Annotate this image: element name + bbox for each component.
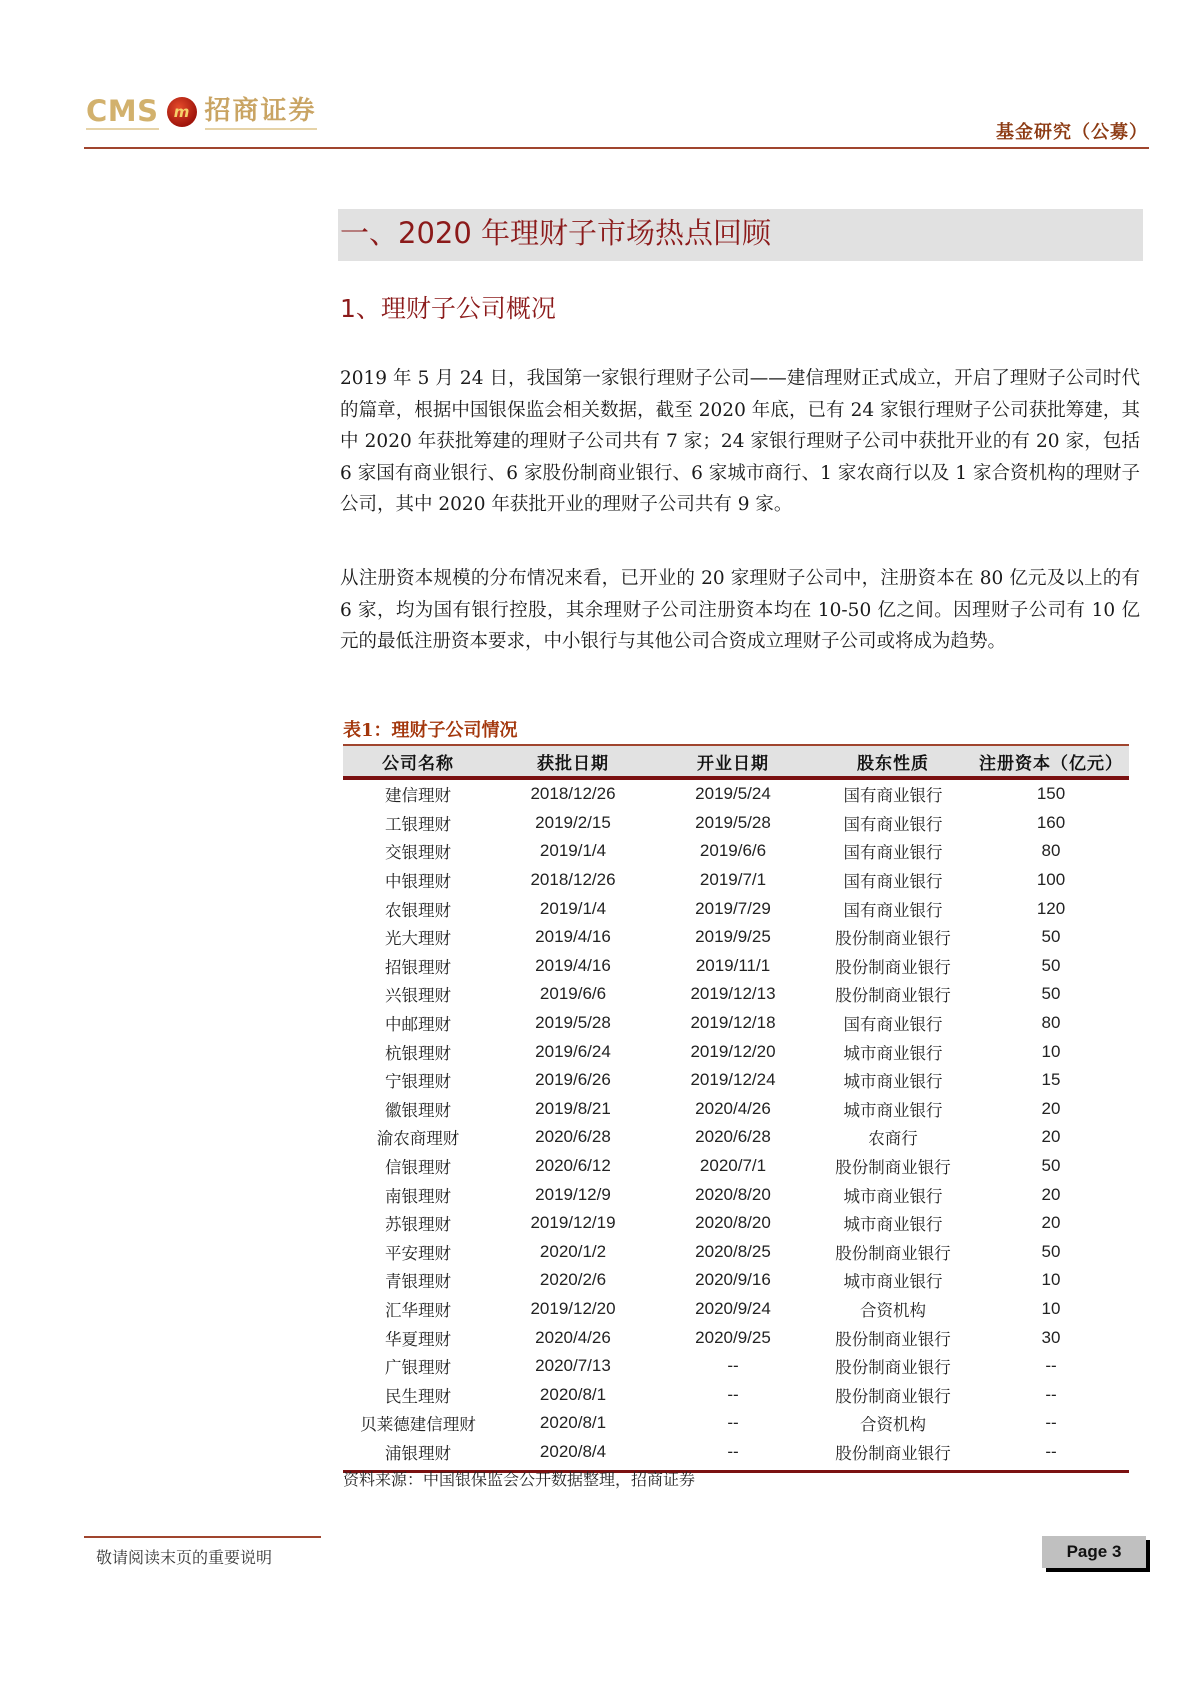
cell-shareholder-type: 国有商业银行	[843, 900, 943, 920]
cell-opening-date: 2019/12/18	[690, 1013, 776, 1033]
cell-approval-date: 2019/1/4	[539, 841, 607, 861]
table-caption: 表1：理财子公司情况	[343, 720, 518, 741]
table-row	[343, 1295, 1129, 1324]
cell-registered-capital: 120	[1036, 898, 1066, 918]
cell-shareholder-type: 合资机构	[860, 1415, 926, 1435]
table-row	[343, 1095, 1129, 1124]
cell-shareholder-type: 股份制商业银行	[835, 1243, 951, 1263]
table-source-note: 资料来源：中国银保监会公开数据整理，招商证券	[343, 1470, 696, 1489]
table-row	[343, 866, 1129, 895]
cell-shareholder-type: 股份制商业银行	[835, 929, 951, 949]
table-row	[343, 952, 1129, 981]
cell-registered-capital: 80	[1041, 841, 1061, 861]
cell-registered-capital: 50	[1041, 984, 1061, 1004]
cell-opening-date: --	[727, 1384, 739, 1404]
cell-opening-date: --	[727, 1356, 739, 1376]
column-header-registered-capital: 注册资本（亿元）	[979, 753, 1123, 774]
table-row	[343, 780, 1129, 809]
cell-company: 青银理财	[385, 1272, 451, 1292]
cell-shareholder-type: 股份制商业银行	[835, 1329, 951, 1349]
cell-shareholder-type: 城市商业银行	[843, 1100, 943, 1120]
cell-shareholder-type: 国有商业银行	[843, 872, 943, 892]
cell-approval-date: 2020/2/6	[539, 1270, 607, 1290]
cell-registered-capital: 10	[1041, 1041, 1061, 1061]
table-row	[343, 1238, 1129, 1267]
cell-approval-date: 2020/6/28	[535, 1127, 611, 1147]
table-header-row	[343, 746, 1129, 776]
cell-approval-date: 2020/6/12	[535, 1156, 611, 1176]
cell-opening-date: 2020/4/26	[695, 1098, 771, 1118]
cell-opening-date: 2019/6/6	[699, 841, 767, 861]
cell-approval-date: 2019/6/6	[539, 984, 607, 1004]
cell-company: 招银理财	[385, 957, 451, 977]
cell-approval-date: 2019/6/24	[535, 1041, 611, 1061]
cell-approval-date: 2019/8/21	[535, 1098, 611, 1118]
cell-company: 平安理财	[385, 1243, 451, 1263]
cell-company: 工银理财	[385, 814, 451, 834]
cell-approval-date: 2020/8/1	[539, 1384, 607, 1404]
cell-shareholder-type: 农商行	[868, 1129, 918, 1149]
cell-company: 交银理财	[385, 843, 451, 863]
cell-approval-date: 2019/5/28	[535, 1013, 611, 1033]
footer-divider	[84, 1536, 321, 1538]
cell-approval-date: 2018/12/26	[530, 784, 616, 804]
logo-chinese-text: 招商证券	[205, 94, 317, 130]
report-category: 基金研究（公募）	[996, 122, 1148, 143]
cell-registered-capital: 10	[1041, 1270, 1061, 1290]
logo-cms-text: CMS	[86, 94, 159, 128]
cell-company: 南银理财	[385, 1186, 451, 1206]
header-divider	[84, 147, 1149, 149]
table-row	[343, 1180, 1129, 1209]
cell-approval-date: 2020/8/4	[539, 1441, 607, 1461]
cell-opening-date: 2020/8/25	[695, 1241, 771, 1261]
cell-registered-capital: 80	[1041, 1013, 1061, 1033]
cell-shareholder-type: 城市商业银行	[843, 1043, 943, 1063]
cell-shareholder-type: 城市商业银行	[843, 1215, 943, 1235]
table-row	[343, 923, 1129, 952]
cell-registered-capital: --	[1045, 1384, 1057, 1404]
column-header-company: 公司名称	[382, 753, 454, 774]
table-row	[343, 1009, 1129, 1038]
cell-opening-date: 2020/9/16	[695, 1270, 771, 1290]
cell-shareholder-type: 国有商业银行	[843, 786, 943, 806]
cell-registered-capital: --	[1045, 1356, 1057, 1376]
cell-approval-date: 2018/12/26	[530, 870, 616, 890]
cell-shareholder-type: 股份制商业银行	[835, 957, 951, 977]
cell-registered-capital: 150	[1036, 784, 1066, 804]
cell-opening-date: --	[727, 1441, 739, 1461]
cell-company: 中邮理财	[385, 1015, 451, 1035]
cell-company: 贝莱德建信理财	[360, 1415, 476, 1435]
table-row	[343, 1209, 1129, 1238]
cell-opening-date: 2019/11/1	[695, 955, 771, 975]
table-row	[343, 1037, 1129, 1066]
cell-shareholder-type: 股份制商业银行	[835, 1158, 951, 1178]
cell-registered-capital: 20	[1041, 1213, 1061, 1233]
cell-opening-date: 2019/12/13	[690, 984, 776, 1004]
column-header-opening-date: 开业日期	[697, 753, 769, 774]
cell-approval-date: 2019/1/4	[539, 898, 607, 918]
table-row	[343, 1352, 1129, 1381]
cell-opening-date: 2020/8/20	[695, 1213, 771, 1233]
cell-registered-capital: 50	[1041, 927, 1061, 947]
cell-company: 杭银理财	[385, 1043, 451, 1063]
cell-approval-date: 2020/8/1	[539, 1413, 607, 1433]
column-header-shareholder-type: 股东性质	[857, 753, 929, 774]
cell-company: 兴银理财	[385, 986, 451, 1006]
logo-badge-icon: m	[167, 97, 197, 127]
cell-registered-capital: 15	[1041, 1070, 1061, 1090]
cell-approval-date: 2020/7/13	[535, 1356, 611, 1376]
cell-opening-date: 2019/7/1	[699, 870, 767, 890]
cell-registered-capital: 10	[1041, 1298, 1061, 1318]
cell-company: 徽银理财	[385, 1100, 451, 1120]
cell-approval-date: 2019/6/26	[535, 1070, 611, 1090]
table-row	[343, 980, 1129, 1009]
cell-approval-date: 2019/12/19	[530, 1213, 616, 1233]
table-row	[343, 1066, 1129, 1095]
cell-approval-date: 2019/12/9	[535, 1184, 611, 1204]
cell-registered-capital: 20	[1041, 1098, 1061, 1118]
cell-registered-capital: 100	[1036, 870, 1066, 890]
cell-shareholder-type: 股份制商业银行	[835, 1443, 951, 1463]
cell-registered-capital: 30	[1041, 1327, 1061, 1347]
cell-registered-capital: 20	[1041, 1184, 1061, 1204]
cell-opening-date: 2020/8/20	[695, 1184, 771, 1204]
cell-company: 苏银理财	[385, 1215, 451, 1235]
cell-shareholder-type: 合资机构	[860, 1300, 926, 1320]
cell-shareholder-type: 股份制商业银行	[835, 986, 951, 1006]
cell-registered-capital: 50	[1041, 1241, 1061, 1261]
cell-registered-capital: 50	[1041, 955, 1061, 975]
table-row	[343, 1266, 1129, 1295]
cell-opening-date: 2019/12/20	[690, 1041, 776, 1061]
cell-company: 民生理财	[385, 1386, 451, 1406]
subsection-title: 1、理财子公司概况	[340, 294, 556, 323]
cell-company: 农银理财	[385, 900, 451, 920]
cell-opening-date: 2020/9/24	[695, 1298, 771, 1318]
cell-opening-date: 2020/6/28	[695, 1127, 771, 1147]
cell-shareholder-type: 股份制商业银行	[835, 1358, 951, 1378]
cell-company: 宁银理财	[385, 1072, 451, 1092]
cell-approval-date: 2020/1/2	[539, 1241, 607, 1261]
page-number-badge: Page 3	[1042, 1536, 1146, 1568]
footer-disclaimer-note: 敬请阅读末页的重要说明	[96, 1548, 273, 1567]
company-logo	[86, 92, 317, 132]
cell-shareholder-type: 城市商业银行	[843, 1186, 943, 1206]
column-header-approval-date: 获批日期	[537, 753, 609, 774]
cell-company: 浦银理财	[385, 1443, 451, 1463]
cell-registered-capital: 160	[1036, 812, 1066, 832]
table-row	[343, 1409, 1129, 1438]
cell-approval-date: 2019/4/16	[535, 927, 611, 947]
cell-shareholder-type: 城市商业银行	[843, 1072, 943, 1092]
table-row	[343, 837, 1129, 866]
cell-opening-date: 2020/9/25	[695, 1327, 771, 1347]
body-paragraph-1: 2019 年 5 月 24 日，我国第一家银行理财子公司——建信理财正式成立，开启了理财子公司时代的篇章，根据中国银保监会相关数据，截至 2020 年底，已有 24 家银行理财子公司获批筹建，其中 2020 年获批筹建的理财子公司共有 7 家；24 家银行理财子公司中获批开业的有 20 家，包括 6 家国有商业银行、6 家股份制商业银行、6 家城市商行、1 家农商行以及 1 家合资机构的理财子公司，其中 2020 年获批开业的理财子公司共有 9 家。	[340, 368, 1140, 516]
cell-opening-date: 2019/7/29	[695, 898, 771, 918]
table-row	[343, 1438, 1129, 1467]
cell-opening-date: 2020/7/1	[699, 1156, 767, 1176]
section-title: 一、2020 年理财子市场热点回顾	[340, 216, 772, 250]
cell-company: 建信理财	[385, 786, 451, 806]
cell-approval-date: 2019/2/15	[535, 812, 611, 832]
cell-approval-date: 2020/4/26	[535, 1327, 611, 1347]
cell-opening-date: --	[727, 1413, 739, 1433]
cell-shareholder-type: 国有商业银行	[843, 814, 943, 834]
cell-registered-capital: --	[1045, 1441, 1057, 1461]
cell-company: 信银理财	[385, 1158, 451, 1178]
cell-company: 汇华理财	[385, 1300, 451, 1320]
body-paragraph-2: 从注册资本规模的分布情况来看，已开业的 20 家理财子公司中，注册资本在 80 亿元及以上的有 6 家，均为国有银行控股，其余理财子公司注册资本均在 10-50 亿之间。因理财子公司有 10 亿元的最低注册资本要求，中小银行与其他公司合资成立理财子公司或将成为趋势。	[340, 568, 1140, 653]
cell-opening-date: 2019/9/25	[695, 927, 771, 947]
table-row	[343, 1323, 1129, 1352]
table-row	[343, 1152, 1129, 1181]
cell-company: 广银理财	[385, 1358, 451, 1378]
cell-registered-capital: 50	[1041, 1156, 1061, 1176]
cell-shareholder-type: 国有商业银行	[843, 1015, 943, 1035]
cell-shareholder-type: 国有商业银行	[843, 843, 943, 863]
cell-approval-date: 2019/4/16	[535, 955, 611, 975]
cell-registered-capital: --	[1045, 1413, 1057, 1433]
cell-company: 光大理财	[385, 929, 451, 949]
cell-registered-capital: 20	[1041, 1127, 1061, 1147]
table-row	[343, 894, 1129, 923]
table-row	[343, 1380, 1129, 1409]
cell-company: 华夏理财	[385, 1329, 451, 1349]
cell-opening-date: 2019/5/28	[695, 812, 771, 832]
table-row	[343, 1123, 1129, 1152]
cell-approval-date: 2019/12/20	[530, 1298, 616, 1318]
cell-opening-date: 2019/12/24	[690, 1070, 776, 1090]
cell-shareholder-type: 城市商业银行	[843, 1272, 943, 1292]
cell-shareholder-type: 股份制商业银行	[835, 1386, 951, 1406]
wealth-subsidiary-table	[343, 744, 1129, 1473]
cell-company: 中银理财	[385, 872, 451, 892]
table-row	[343, 809, 1129, 838]
cell-company: 渝农商理财	[376, 1129, 460, 1149]
cell-opening-date: 2019/5/24	[695, 784, 771, 804]
